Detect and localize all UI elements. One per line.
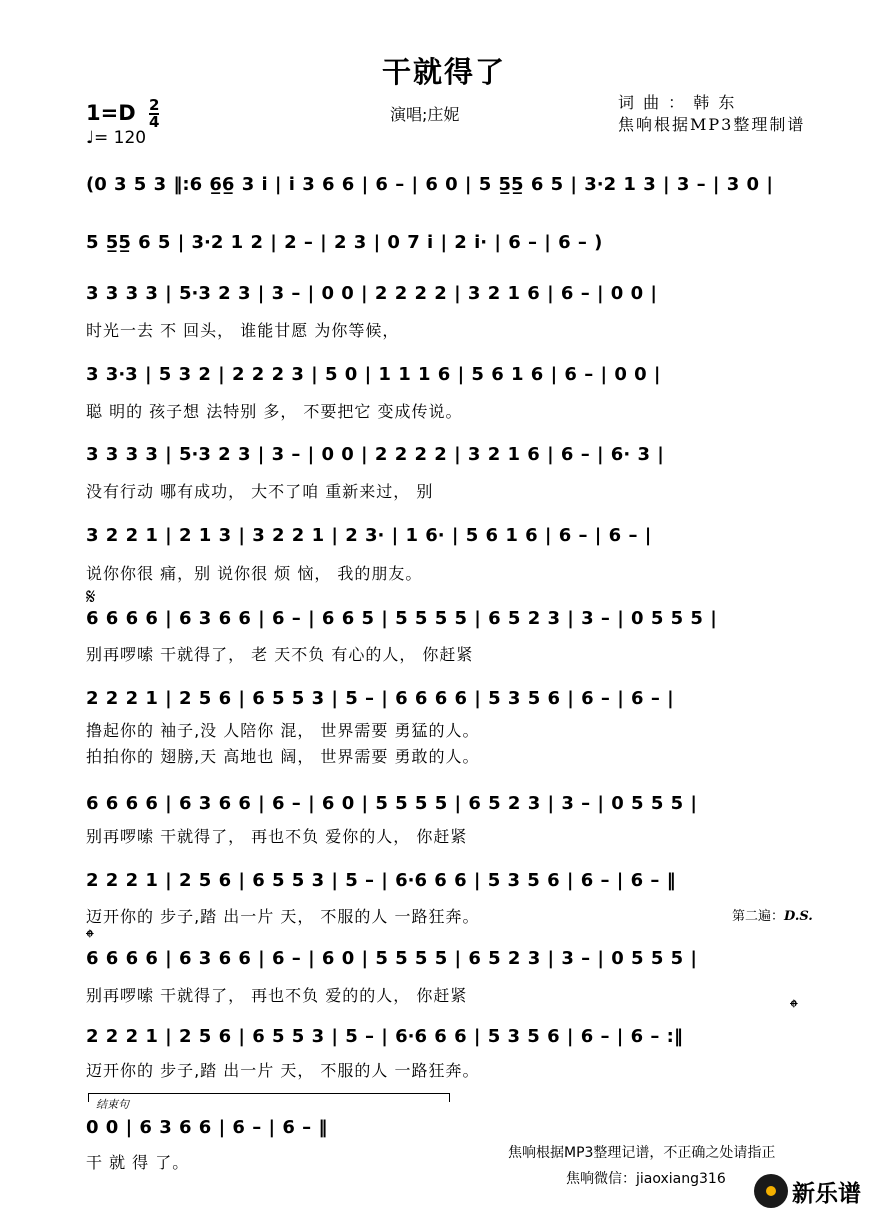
coda-sign-left: 𝄌 xyxy=(86,926,94,951)
arranger-credit: 焦响根据MP3整理制谱 xyxy=(618,115,806,134)
segno-sign: 𝄋 xyxy=(86,585,96,610)
footer-note: 焦响根据MP3整理记谱，不正确之处请指正 xyxy=(508,1145,776,1161)
notes-line-1: (0 3 5 3 ‖:6 6̲6̲ 3 i | i 3 6 6 | 6 – | 6 0 | 5 5̲5̲ 6 5 | 3·2 1 3 | 3 – | 3 0 | xyxy=(86,174,773,195)
lyric-line-12: 迈开你的 步子,踏 出一片 天， 不服的人 一路狂奔。 xyxy=(86,1061,480,1080)
record-disc-icon xyxy=(754,1174,788,1208)
notes-line-5: 3 3 3 3 | 5·3 2 3 | 3 – | 0 0 | 2 2 2 2 | 3 2 1 6 | 6 – | 6· 3 | xyxy=(86,444,664,465)
notes-line-8: 2 2 2 1 | 2 5 6 | 6 5 5 3 | 5 – | 6 6 6 6 | 5 3 5 6 | 6 – | 6 – | xyxy=(86,688,674,709)
time-bottom: 4 xyxy=(148,113,160,131)
notes-line-9: 6 6 6 6 | 6 3 6 6 | 6 – | 6 0 | 5 5 5 5 | 6 5 2 3 | 3 – | 0 5 5 5 | xyxy=(86,793,697,814)
page-title: 干就得了 xyxy=(381,55,506,89)
lyric-line-5: 没有行动 哪有成功， 大不了咱 重新来过， 别 xyxy=(86,482,434,501)
lyric-line-3: 时光一去 不 回头， 谁能甘愿 为你等候， xyxy=(86,321,400,340)
notes-line-11: 6 6 6 6 | 6 3 6 6 | 6 – | 6 0 | 5 5 5 5 | 6 5 2 3 | 3 – | 0 5 5 5 | xyxy=(86,948,697,969)
ds-prefix: 第二遍： xyxy=(732,909,785,924)
lyrics-music-credit: 词 曲 ： 韩 东 xyxy=(618,93,737,112)
lyric-line-11: 别再啰嗦 干就得了， 再也不负 爱的的人， 你赶紧 xyxy=(86,986,468,1005)
notes-line-12: 2 2 2 1 | 2 5 6 | 6 5 5 3 | 5 – | 6·6 6 6 | 5 3 5 6 | 6 – | 6 – :‖ xyxy=(86,1026,683,1047)
lyric-line-10: 迈开你的 步子,踏 出一片 天， 不服的人 一路狂奔。 xyxy=(86,907,480,926)
ending-label: 结束句 xyxy=(96,1098,129,1111)
ds-mark: D.S. xyxy=(784,909,813,924)
time-top: 2 xyxy=(148,96,160,114)
key-label: 1=D xyxy=(86,101,136,125)
singer-credit: 演唱;庄妮 xyxy=(390,105,460,124)
key-signature xyxy=(86,98,159,130)
lyric-line-6: 说你你很 痛，别 说你很 烦 恼， 我的朋友。 xyxy=(86,564,423,583)
coda-sign-right: 𝄌 xyxy=(790,996,798,1021)
lyric-line-8a: 撸起你的 袖子,没 人陪你 混， 世界需要 勇猛的人。 xyxy=(86,721,480,740)
lyric-line-4: 聪 明的 孩子想 法特别 多， 不要把它 变成传说。 xyxy=(86,402,463,421)
lyric-line-13: 干 就 得 了。 xyxy=(86,1153,190,1172)
notes-line-2: 5 5̲5̲ 6 5 | 3·2 1 2 | 2 – | 2 3 | 0 7 i | 2 i· | 6 – | 6 – ) xyxy=(86,232,603,253)
notes-line-4: 3 3·3 | 5 3 2 | 2 2 2 3 | 5 0 | 1 1 1 6 | 5 6 1 6 | 6 – | 0 0 | xyxy=(86,364,661,385)
ending-bracket xyxy=(88,1093,450,1102)
notes-line-13: 0 0 | 6 3 6 6 | 6 – | 6 – ‖ xyxy=(86,1117,328,1138)
notes-line-3: 3 3 3 3 | 5·3 2 3 | 3 – | 0 0 | 2 2 2 2 | 3 2 1 6 | 6 – | 0 0 | xyxy=(86,283,657,304)
logo-text: 新乐谱 xyxy=(792,1180,861,1207)
lyric-line-8b: 拍拍你的 翅膀,天 高地也 阔， 世界需要 勇敢的人。 xyxy=(86,747,480,766)
footer-wechat: 焦响微信：jiaoxiang316 xyxy=(566,1171,726,1187)
notes-line-7: 6 6 6 6 | 6 3 6 6 | 6 – | 6 6 5 | 5 5 5 5 | 6 5 2 3 | 3 – | 0 5 5 5 | xyxy=(86,608,717,629)
time-signature xyxy=(149,98,159,130)
notes-line-6: 3 2 2 1 | 2 1 3 | 3 2 2 1 | 2 3· | 1 6· | 5 6 1 6 | 6 – | 6 – | xyxy=(86,525,652,546)
ds-instruction xyxy=(732,905,813,924)
notes-line-10: 2 2 2 1 | 2 5 6 | 6 5 5 3 | 5 – | 6·6 6 6 | 5 3 5 6 | 6 – | 6 – ‖ xyxy=(86,870,676,891)
lyric-line-9: 别再啰嗦 干就得了， 再也不负 爱你的人， 你赶紧 xyxy=(86,827,468,846)
credits xyxy=(618,92,805,136)
tempo-mark: ♩= 120 xyxy=(86,128,147,148)
lyric-line-7: 别再啰嗦 干就得了， 老 天不负 有心的人， 你赶紧 xyxy=(86,645,474,664)
site-logo xyxy=(754,1174,861,1208)
